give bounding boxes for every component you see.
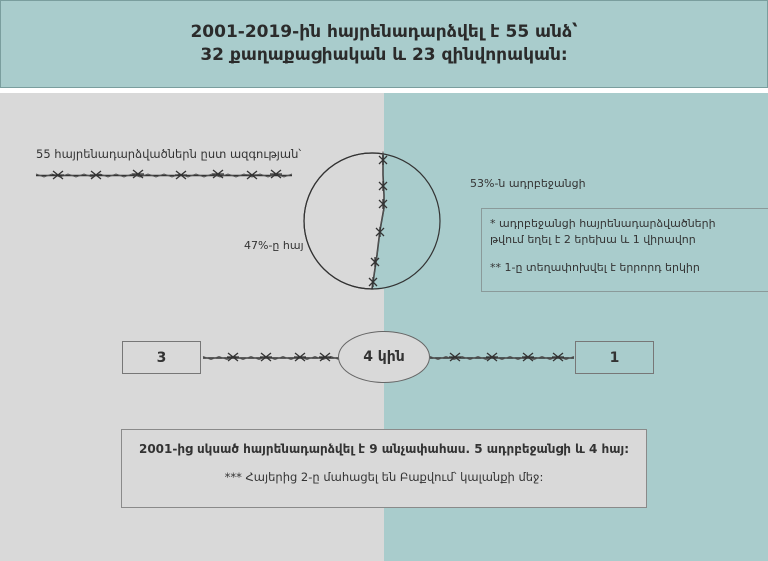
note-line-3: ** 1-ը տեղափոխվել է երրորդ երկիր: [490, 261, 700, 274]
minors-info-main: 2001-ից սկսած հայրենադարձվել է 9 անչափահաս. 5 ադրբեջանցի և 4 հայ:: [138, 442, 630, 456]
barb-icon: [449, 353, 461, 361]
right-count-box: 1: [575, 341, 654, 374]
barb-icon: [270, 170, 282, 178]
barb-icon: [246, 171, 258, 179]
pie-label-armenian: 47%-ը հայ: [244, 239, 304, 252]
women-count-ellipse: 4 կին: [338, 331, 430, 383]
barb-icon: [132, 170, 144, 178]
barb-icon: [552, 353, 564, 361]
barb-icon: [319, 353, 331, 361]
barbed-wire-right-icon: [430, 353, 574, 361]
note-line-1: * ադրբեջանցի հայրենադարձվածների: [490, 217, 716, 230]
barb-icon: [90, 171, 102, 179]
nationality-label: 55 հայրենադարձվածներն ըստ ազգության՝: [36, 147, 302, 161]
minors-info-note: *** Հայերից 2-ը մահացել են Բաքվում՝ կալանքի մեջ:: [224, 470, 544, 484]
pie-label-azerbaijani: 53%-ն ադրբեջանցի: [470, 177, 586, 190]
barb-icon: [486, 353, 498, 361]
left-count-box: 3: [122, 341, 201, 374]
barb-icon: [522, 353, 534, 361]
nationality-pie-chart: [304, 152, 446, 290]
notes-box: [481, 208, 768, 292]
barbed-wire-left-icon: [203, 353, 339, 361]
title-line-2: 32 քաղաքացիական և 23 զինվորական:: [200, 45, 568, 65]
barb-icon: [212, 170, 224, 178]
barb-icon: [294, 353, 306, 361]
barbed-wire-icon: [36, 170, 292, 179]
title-line-1: 2001-2019-ին հայրենադարձվել է 55 անձ՝: [190, 22, 578, 42]
barb-icon: [260, 353, 272, 361]
barb-icon: [175, 171, 187, 179]
barb-icon: [52, 171, 64, 179]
barb-icon: [227, 353, 239, 361]
note-line-2: թվում եղել է 2 երեխա և 1 վիրավոր: [490, 233, 696, 246]
minors-info-box: [121, 429, 647, 508]
